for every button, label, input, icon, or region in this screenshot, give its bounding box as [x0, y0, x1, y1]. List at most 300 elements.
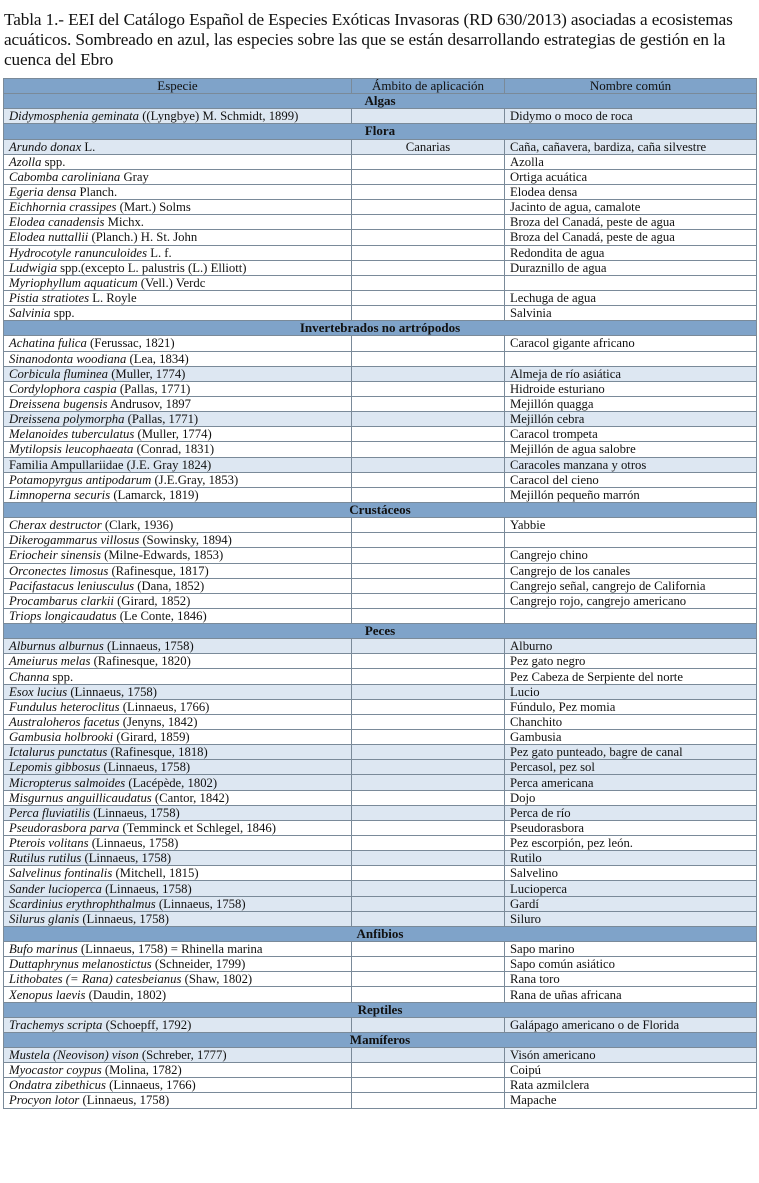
table-row	[4, 275, 757, 290]
common-name-cell: Broza del Canadá, peste de agua	[505, 215, 757, 230]
author-citation: (Lea, 1834)	[126, 351, 189, 366]
table-row	[4, 427, 757, 442]
scientific-name: Procambarus clarkii	[9, 593, 114, 608]
author-citation: (Lacépède, 1802)	[125, 775, 218, 790]
author-citation: (Ferussac, 1821)	[86, 336, 175, 351]
table-row	[4, 109, 757, 124]
scope-cell	[352, 351, 505, 366]
author-citation: (Girard, 1859)	[113, 730, 190, 745]
scope-cell	[352, 563, 505, 578]
author-citation: (Dana, 1852)	[134, 578, 205, 593]
scientific-name: Didymosphenia geminata	[9, 109, 140, 124]
group-title: Algas	[4, 94, 757, 109]
table-row	[4, 684, 757, 699]
common-name-cell: Caracol trompeta	[505, 427, 757, 442]
scope-cell	[352, 427, 505, 442]
table-row	[4, 775, 757, 790]
scope-cell	[352, 578, 505, 593]
scope-cell	[352, 987, 505, 1002]
table-row	[4, 351, 757, 366]
species-cell	[4, 790, 352, 805]
group-title: Mamíferos	[4, 1032, 757, 1047]
table-row	[4, 820, 757, 835]
group-row	[4, 321, 757, 336]
author-citation: (Sowinsky, 1894)	[139, 533, 232, 548]
common-name-cell: Alburno	[505, 639, 757, 654]
species-cell	[4, 760, 352, 775]
species-cell	[4, 593, 352, 608]
author-citation: (Planch.) H. St. John	[88, 230, 198, 245]
common-name-cell: Almeja de río asiática	[505, 366, 757, 381]
scope-cell	[352, 911, 505, 926]
scientific-name: Pterois volitans	[9, 836, 89, 851]
scope-cell	[352, 215, 505, 230]
table-row	[4, 790, 757, 805]
scientific-name: Orconectes limosus	[9, 563, 109, 578]
author-citation: (Pallas, 1771)	[124, 412, 199, 427]
common-name-cell: Rana de uñas africana	[505, 987, 757, 1002]
species-cell	[4, 714, 352, 729]
author-citation: (Mitchell, 1815)	[112, 866, 199, 881]
table-row	[4, 1078, 757, 1093]
author-citation: (Linnaeus, 1766)	[105, 1078, 196, 1093]
scope-cell	[352, 639, 505, 654]
species-cell	[4, 699, 352, 714]
scope-cell	[352, 790, 505, 805]
scientific-name: Myocastor coypus	[9, 1063, 102, 1078]
scientific-name: Elodea nuttallii	[9, 230, 89, 245]
common-name-cell: Perca americana	[505, 775, 757, 790]
scope-cell	[352, 169, 505, 184]
scope-cell	[352, 1078, 505, 1093]
species-cell	[4, 957, 352, 972]
author-citation: Familia Ampullariidae (J.E. Gray 1824)	[9, 457, 212, 472]
common-name-cell: Caña, cañavera, bardiza, caña silvestre	[505, 139, 757, 154]
common-name-cell: Mejillón cebra	[505, 412, 757, 427]
common-name-cell: Cangrejo señal, cangrejo de California	[505, 578, 757, 593]
common-name-cell: Mejillón quagga	[505, 396, 757, 411]
species-cell	[4, 866, 352, 881]
group-row	[4, 502, 757, 517]
table-row	[4, 760, 757, 775]
common-name-cell: Jacinto de agua, camalote	[505, 200, 757, 215]
species-cell	[4, 745, 352, 760]
species-cell	[4, 169, 352, 184]
scientific-name: Australoheros facetus	[9, 714, 120, 729]
scientific-name: Triops longicaudatus	[9, 608, 117, 623]
scientific-name: Salvelinus fontinalis	[9, 866, 113, 881]
author-citation: (Linnaeus, 1758) = Rhinella marina	[77, 942, 263, 957]
common-name-cell: Sapo común asiático	[505, 957, 757, 972]
group-title: Invertebrados no artrópodos	[4, 321, 757, 336]
scope-cell	[352, 306, 505, 321]
author-citation: (Linnaeus, 1758)	[89, 805, 180, 820]
common-name-cell: Mejillón de agua salobre	[505, 442, 757, 457]
author-citation: (Linnaeus, 1758)	[100, 760, 191, 775]
document-page	[0, 0, 759, 68]
scope-cell	[352, 730, 505, 745]
author-citation: (Linnaeus, 1758)	[103, 639, 194, 654]
scientific-name: Achatina fulica	[9, 336, 87, 351]
scientific-name: Ameiurus melas	[9, 654, 91, 669]
scientific-name: Mustela (Neovison) vison	[9, 1048, 139, 1063]
table-body	[4, 94, 757, 1108]
common-name-cell: Cangrejo rojo, cangrejo americano	[505, 593, 757, 608]
common-name-cell: Pseudorasbora	[505, 820, 757, 835]
header-ambito: Ámbito de aplicación	[352, 79, 505, 94]
author-citation: (Shaw, 1802)	[181, 972, 253, 987]
author-citation: (Linnaeus, 1758)	[88, 836, 179, 851]
species-cell	[4, 351, 352, 366]
common-name-cell: Percasol, pez sol	[505, 760, 757, 775]
author-citation: (Muller, 1774)	[134, 427, 212, 442]
group-title: Anfibios	[4, 926, 757, 941]
common-name-cell: Ortiga acuática	[505, 169, 757, 184]
scientific-name: Elodea canadensis	[9, 215, 105, 230]
scope-cell	[352, 669, 505, 684]
table-row	[4, 730, 757, 745]
table-row	[4, 230, 757, 245]
author-citation: Planch.	[76, 185, 118, 200]
author-citation: L. f.	[147, 245, 172, 260]
author-citation: (Linnaeus, 1758)	[67, 684, 158, 699]
common-name-cell: Mejillón pequeño marrón	[505, 487, 757, 502]
common-name-cell: Didymo o moco de roca	[505, 109, 757, 124]
table-row	[4, 972, 757, 987]
group-row	[4, 1002, 757, 1017]
author-citation: (Schoepff, 1792)	[102, 1017, 192, 1032]
group-row	[4, 124, 757, 139]
scope-cell	[352, 593, 505, 608]
scientific-name: Cherax destructor	[9, 518, 102, 533]
common-name-cell: Cangrejo chino	[505, 548, 757, 563]
author-citation: (Rafinesque, 1820)	[90, 654, 191, 669]
species-cell	[4, 669, 352, 684]
species-cell	[4, 366, 352, 381]
author-citation: (Clark, 1936)	[101, 518, 174, 533]
scientific-name: Limnoperna securis	[9, 487, 111, 502]
scope-cell	[352, 396, 505, 411]
table-row	[4, 487, 757, 502]
scope-cell	[352, 972, 505, 987]
species-cell	[4, 805, 352, 820]
scope-cell	[352, 366, 505, 381]
common-name-cell: Cangrejo de los canales	[505, 563, 757, 578]
scientific-name: Fundulus heteroclitus	[9, 699, 120, 714]
species-cell	[4, 184, 352, 199]
author-citation: spp.(excepto L. palustris (L.) Elliott)	[56, 260, 247, 275]
species-cell	[4, 1063, 352, 1078]
author-citation: (Vell.) Verdc	[137, 275, 206, 290]
table-row	[4, 957, 757, 972]
scope-cell	[352, 245, 505, 260]
common-name-cell: Chanchito	[505, 714, 757, 729]
table-row	[4, 942, 757, 957]
scientific-name: Ludwigia	[9, 260, 57, 275]
author-citation: (Rafinesque, 1818)	[107, 745, 208, 760]
scope-cell	[352, 260, 505, 275]
common-name-cell: Lechuga de agua	[505, 290, 757, 305]
table-row	[4, 472, 757, 487]
table-row	[4, 184, 757, 199]
table-row	[4, 306, 757, 321]
common-name-cell: Fúndulo, Pez momia	[505, 699, 757, 714]
scientific-name: Ictalurus punctatus	[9, 745, 108, 760]
scientific-name: Misgurnus anguillicaudatus	[9, 790, 152, 805]
scientific-name: Myriophyllum aquaticum	[9, 275, 138, 290]
species-cell	[4, 412, 352, 427]
scientific-name: Lepomis gibbosus	[9, 760, 101, 775]
scientific-name: Silurus glanis	[9, 911, 80, 926]
scope-cell	[352, 184, 505, 199]
table-row	[4, 911, 757, 926]
scope-cell	[352, 457, 505, 472]
author-citation: (Schreber, 1777)	[138, 1048, 227, 1063]
author-citation: (Muller, 1774)	[108, 366, 186, 381]
author-citation: (Mart.) Solms	[116, 200, 191, 215]
table-row	[4, 745, 757, 760]
author-citation: (Le Conte, 1846)	[116, 608, 207, 623]
scope-cell	[352, 820, 505, 835]
common-name-cell: Gardí	[505, 896, 757, 911]
species-cell	[4, 245, 352, 260]
author-citation: (Milne-Edwards, 1853)	[100, 548, 224, 563]
common-name-cell: Caracoles manzana y otros	[505, 457, 757, 472]
species-cell	[4, 578, 352, 593]
scientific-name: Alburnus alburnus	[9, 639, 104, 654]
scientific-name: Hydrocotyle ranunculoides	[9, 245, 148, 260]
species-cell	[4, 518, 352, 533]
author-citation: Andrusov, 1897	[107, 397, 191, 412]
scientific-name: Micropterus salmoides	[9, 775, 126, 790]
table-row	[4, 548, 757, 563]
species-cell	[4, 1093, 352, 1108]
table-row	[4, 139, 757, 154]
scope-cell	[352, 760, 505, 775]
species-cell	[4, 381, 352, 396]
table-row	[4, 412, 757, 427]
scope-cell	[352, 548, 505, 563]
author-citation: (Linnaeus, 1766)	[119, 699, 210, 714]
species-cell	[4, 290, 352, 305]
species-cell	[4, 1078, 352, 1093]
scope-cell	[352, 805, 505, 820]
species-cell	[4, 275, 352, 290]
table-row	[4, 578, 757, 593]
scope-cell	[352, 412, 505, 427]
species-cell	[4, 442, 352, 457]
species-cell	[4, 639, 352, 654]
author-citation: spp.	[41, 154, 66, 169]
species-cell	[4, 457, 352, 472]
species-cell	[4, 336, 352, 351]
table-row	[4, 563, 757, 578]
common-name-cell	[505, 351, 757, 366]
table-row	[4, 381, 757, 396]
scientific-name: Arundo donax	[9, 139, 82, 154]
group-row	[4, 1032, 757, 1047]
author-citation: (Molina, 1782)	[101, 1063, 182, 1078]
scientific-name: Dreissena polymorpha	[9, 412, 125, 427]
author-citation: ((Lyngbye) M. Schmidt, 1899)	[139, 109, 299, 124]
species-cell	[4, 109, 352, 124]
group-row	[4, 926, 757, 941]
scope-cell	[352, 154, 505, 169]
header-especie: Especie	[4, 79, 352, 94]
species-cell	[4, 396, 352, 411]
scientific-name: Ondatra zibethicus	[9, 1078, 106, 1093]
author-citation: Michx.	[104, 215, 144, 230]
scientific-name: Cabomba caroliniana	[9, 169, 121, 184]
table-row	[4, 290, 757, 305]
species-cell	[4, 260, 352, 275]
species-cell	[4, 487, 352, 502]
scientific-name: Sinanodonta woodiana	[9, 351, 127, 366]
scientific-name: Duttaphrynus melanostictus	[9, 957, 152, 972]
species-cell	[4, 154, 352, 169]
scientific-name: Esox lucius	[9, 684, 68, 699]
table-row	[4, 457, 757, 472]
scope-cell	[352, 109, 505, 124]
common-name-cell	[505, 275, 757, 290]
common-name-cell: Caracol gigante africano	[505, 336, 757, 351]
common-name-cell: Lucioperca	[505, 881, 757, 896]
scientific-name: Azolla	[9, 154, 42, 169]
common-name-cell: Pez gato negro	[505, 654, 757, 669]
table-row	[4, 169, 757, 184]
table-row	[4, 714, 757, 729]
scope-cell	[352, 1063, 505, 1078]
scope-cell	[352, 745, 505, 760]
author-citation: spp.	[50, 306, 75, 321]
author-citation: (Girard, 1852)	[113, 593, 191, 608]
species-cell	[4, 896, 352, 911]
scope-cell	[352, 896, 505, 911]
common-name-cell	[505, 533, 757, 548]
species-cell	[4, 911, 352, 926]
table-row	[4, 805, 757, 820]
species-cell	[4, 881, 352, 896]
scope-cell	[352, 684, 505, 699]
scientific-name: Melanoides tuberculatus	[9, 427, 135, 442]
table-row	[4, 1017, 757, 1032]
author-citation: L.	[81, 139, 96, 154]
scientific-name: Scardinius erythrophthalmus	[9, 896, 156, 911]
scope-cell	[352, 881, 505, 896]
common-name-cell: Mapache	[505, 1093, 757, 1108]
author-citation: (Linnaeus, 1758)	[79, 911, 170, 926]
common-name-cell: Perca de río	[505, 805, 757, 820]
scientific-name: Channa	[9, 669, 50, 684]
table-row	[4, 851, 757, 866]
species-cell	[4, 306, 352, 321]
common-name-cell: Elodea densa	[505, 184, 757, 199]
scientific-name: Perca fluviatilis	[9, 805, 90, 820]
scientific-name: Egeria densa	[9, 185, 77, 200]
group-title: Reptiles	[4, 1002, 757, 1017]
table-row	[4, 154, 757, 169]
author-citation: L. Royle	[89, 291, 137, 306]
scope-cell	[352, 942, 505, 957]
common-name-cell: Salvinia	[505, 306, 757, 321]
common-name-cell: Sapo marino	[505, 942, 757, 957]
scope-cell	[352, 290, 505, 305]
scope-cell	[352, 1093, 505, 1108]
common-name-cell: Rutilo	[505, 851, 757, 866]
scope-cell	[352, 200, 505, 215]
species-cell	[4, 215, 352, 230]
group-row	[4, 94, 757, 109]
common-name-cell: Rata azmilclera	[505, 1078, 757, 1093]
scientific-name: Salvinia	[9, 306, 51, 321]
scope-cell	[352, 1048, 505, 1063]
table-row	[4, 336, 757, 351]
common-name-cell	[505, 608, 757, 623]
common-name-cell: Coipú	[505, 1063, 757, 1078]
common-name-cell: Dojo	[505, 790, 757, 805]
author-citation: (Daudin, 1802)	[85, 987, 167, 1002]
author-citation: (Cantor, 1842)	[151, 790, 230, 805]
scientific-name: Dreissena bugensis	[9, 397, 108, 412]
scope-cell	[352, 533, 505, 548]
table-row	[4, 1093, 757, 1108]
table-row	[4, 866, 757, 881]
author-citation: spp.	[49, 669, 74, 684]
species-cell	[4, 836, 352, 851]
scope-cell	[352, 836, 505, 851]
scope-cell	[352, 518, 505, 533]
scientific-name: Bufo marinus	[9, 942, 78, 957]
scientific-name: Eriocheir sinensis	[9, 548, 101, 563]
species-cell	[4, 972, 352, 987]
table-row	[4, 654, 757, 669]
group-title: Peces	[4, 624, 757, 639]
scope-cell: Canarias	[352, 139, 505, 154]
table-row	[4, 442, 757, 457]
scope-cell	[352, 957, 505, 972]
author-citation: (Pallas, 1771)	[116, 381, 191, 396]
scientific-name: Xenopus laevis	[9, 987, 86, 1002]
species-cell	[4, 472, 352, 487]
species-cell	[4, 730, 352, 745]
common-name-cell: Caracol del cieno	[505, 472, 757, 487]
table-row	[4, 669, 757, 684]
species-cell	[4, 608, 352, 623]
scope-cell	[352, 487, 505, 502]
scope-cell	[352, 381, 505, 396]
scientific-name: Trachemys scripta	[9, 1017, 103, 1032]
table-row	[4, 245, 757, 260]
species-table	[3, 78, 757, 1109]
scientific-name: Pistia stratiotes	[9, 291, 90, 306]
table-row	[4, 533, 757, 548]
common-name-cell: Pez escorpión, pez león.	[505, 836, 757, 851]
scope-cell	[352, 336, 505, 351]
scientific-name: Eichhornia crassipes	[9, 200, 117, 215]
scientific-name: Pacifastacus leniusculus	[9, 578, 135, 593]
table-row	[4, 396, 757, 411]
table-row	[4, 1063, 757, 1078]
common-name-cell: Salvelino	[505, 866, 757, 881]
common-name-cell: Duraznillo de agua	[505, 260, 757, 275]
common-name-cell: Broza del Canadá, peste de agua	[505, 230, 757, 245]
species-cell	[4, 1048, 352, 1063]
scope-cell	[352, 775, 505, 790]
scientific-name: Sander lucioperca	[9, 881, 102, 896]
author-citation: Gray	[120, 169, 149, 184]
table-row	[4, 881, 757, 896]
species-cell	[4, 139, 352, 154]
